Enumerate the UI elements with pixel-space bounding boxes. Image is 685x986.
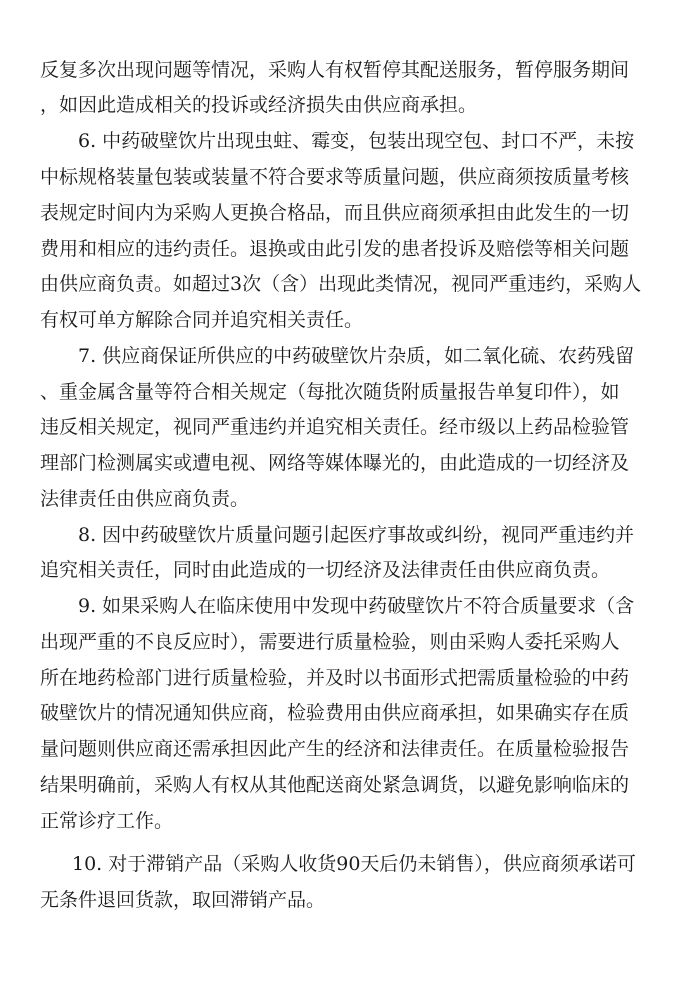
clause-8-start: 8. 因中药破壁饮片质量问题引起医疗事故或纠纷，视同严重违约并 bbox=[78, 524, 635, 546]
text-line: 理部门检测属实或遭电视、网络等媒体曝光的，由此造成的一切经济及 bbox=[40, 452, 630, 474]
text-line: 表规定时间内为采购人更换合格品，而且供应商须承担由此发生的一切 bbox=[40, 202, 630, 224]
text-line: 出现严重的不良反应时），需要进行质量检验，则由采购人委托采购人 bbox=[40, 631, 620, 653]
text-line: 费用和相应的违约责任。退换或由此引发的患者投诉及赔偿等相关问题 bbox=[40, 238, 630, 260]
clause-7-start: 7. 供应商保证所供应的中药破壁饮片杂质，如二氧化硫、农药残留 bbox=[78, 345, 635, 367]
text-line: 反复多次出现问题等情况，采购人有权暂停其配送服务，暂停服务期间 bbox=[40, 59, 630, 81]
text-line: 、重金属含量等符合相关规定（每批次随货附质量报告单复印件），如 bbox=[40, 381, 620, 403]
clause-10-start: 10. 对于滞销产品（采购人收货90天后仍未销售），供应商须承诺可 bbox=[72, 853, 636, 875]
text-line: 违反相关规定，视同严重违约并追究相关责任。经市级以上药品检验管 bbox=[40, 416, 630, 438]
text-line: 中标规格装量包装或装量不符合要求等质量问题，供应商须按质量考核 bbox=[40, 166, 630, 188]
clause-6-start: 6. 中药破壁饮片出现虫蛀、霉变，包装出现空包、封口不严，未按 bbox=[78, 130, 635, 152]
text-line: 破壁饮片的情况通知供应商，检验费用由供应商承担，如果确实存在质 bbox=[40, 702, 630, 724]
text-line: 正常诊疗工作。 bbox=[40, 810, 174, 832]
text-line: 法律责任由供应商负责。 bbox=[40, 488, 250, 510]
clause-9-start: 9. 如果采购人在临床使用中发现中药破壁饮片不符合质量要求（含 bbox=[78, 595, 635, 617]
text-line: 无条件退回货款，取回滞销产品。 bbox=[40, 889, 326, 911]
text-line: 所在地药检部门进行质量检验，并及时以书面形式把需质量检验的中药 bbox=[40, 667, 630, 689]
text-line: 结果明确前，采购人有权从其他配送商处紧急调货，以避免影响临床的 bbox=[40, 774, 630, 796]
text-line: ，如因此造成相关的投诉或经济损失由供应商承担。 bbox=[40, 94, 478, 116]
text-line: 量问题则供应商还需承担因此产生的经济和法律责任。在质量检验报告 bbox=[40, 738, 630, 760]
text-line: 追究相关责任，同时由此造成的一切经济及法律责任由供应商负责。 bbox=[40, 559, 611, 581]
text-line: 有权可单方解除合同并追究相关责任。 bbox=[40, 309, 364, 331]
text-line: 由供应商负责。如超过3次（含）出现此类情况，视同严重违约，采购人 bbox=[40, 273, 642, 295]
